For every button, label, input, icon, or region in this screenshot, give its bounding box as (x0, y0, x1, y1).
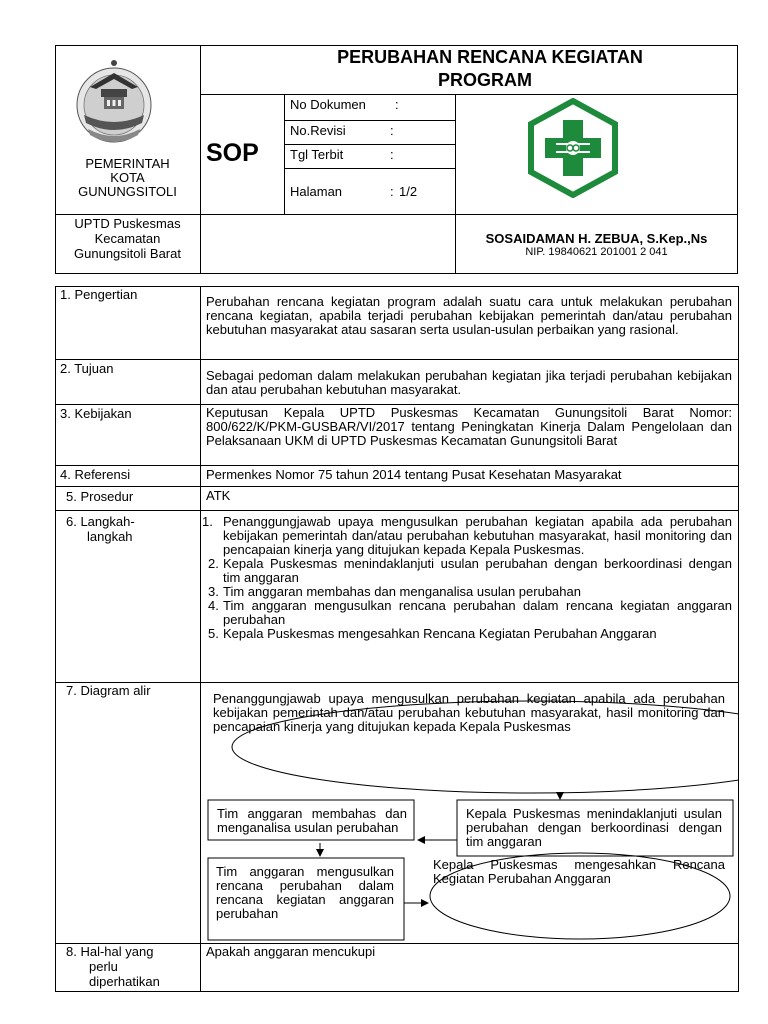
puskesmas-logo (526, 98, 620, 198)
text-kebijakan: Keputusan Kepala UPTD Puskesmas Kecamatan Gunungsitoli Barat Nomor: 800/622/K/PKM-GUSBAR/VI/2017 tentang Peningkatan Kinerja Dalam Pengelolaan dan Pelaksanaan UKM di UPTD Puskesmas Kecamatan Gunungsitoli Barat (206, 405, 732, 448)
sop-label: SOP (206, 139, 259, 167)
text-tujuan: Sebagai pedoman dalam melakukan perubahan kegiatan jika terjadi perubahan kebijakan dan atau perubahan kebutuhan masyarakat. (206, 368, 732, 397)
label-perhatian-2: perlu (89, 959, 118, 974)
header-divider (284, 168, 455, 169)
text-prosedur: ATK (206, 488, 231, 503)
field-sep: : (395, 97, 399, 112)
field-value-halaman: 1/2 (399, 184, 418, 199)
text-perhatian: Apakah anggaran mencukupi (206, 944, 376, 959)
step-number: 5. (208, 626, 219, 641)
list-item (198, 585, 732, 599)
unit-line-2: Kecamatan (94, 231, 161, 246)
label-kebijakan: 3. Kebijakan (60, 406, 132, 421)
step-number: 4. (208, 598, 219, 613)
label-referensi: 4. Referensi (60, 467, 131, 482)
unit-line-1: UPTD Puskesmas (74, 216, 181, 231)
header-divider (200, 94, 738, 95)
flow-node-end: Kepala Puskesmas mengesahkan Rencana Kegiatan Perubahan Anggaran (433, 857, 725, 886)
document-title-line-1: PERUBAHAN RENCANA KEGIATAN (337, 47, 643, 67)
field-sep: : (390, 147, 394, 162)
steps-list (198, 515, 732, 641)
text-referensi: Permenkes Nomor 75 tahun 2014 tentang Pusat Kesehatan Masyarakat (206, 467, 622, 482)
label-diagram: 7. Diagram alir (66, 683, 151, 698)
step-text: Kepala Puskesmas mengesahkan Rencana Kegiatan Perubahan Anggaran (223, 626, 657, 641)
flow-node-analyze: Tim anggaran membahas dan menganalisa usulan perubahan (217, 806, 407, 835)
field-sep: : (390, 123, 394, 138)
text-pengertian: Perubahan rencana kegiatan program adalah suatu cara untuk melakukan perubahan rencana kegiatan, apabila terjadi perubahan kebijakan pemerintah dan/atau perubahan kebutuhan masyarakat atau sasaran serta usulan-usulan perbaikan yang rasional. (206, 294, 732, 337)
org-line-3: GUNUNGSITOLI (78, 184, 177, 199)
field-label-no-dokumen: No Dokumen (290, 97, 366, 112)
city-emblem-logo (74, 55, 154, 152)
step-text: Kepala Puskesmas menindaklanjuti usulan perubahan dengan berkoordinasi dengan tim anggaran (223, 556, 732, 585)
row-divider (55, 486, 739, 487)
signatory-name: SOSAIDAMAN H. ZEBUA, S.Kep.,Ns (485, 231, 708, 246)
step-number: 1. (202, 514, 213, 529)
flow-node-coordinate: Kepala Puskesmas menindaklanjuti usulan perubahan dengan berkoordinasi dengan tim anggaran (466, 806, 722, 849)
field-sep: : (390, 184, 394, 199)
row-divider (55, 943, 739, 944)
label-tujuan: 2. Tujuan (60, 361, 114, 376)
step-text: Tim anggaran membahas dan menganalisa usulan perubahan (223, 584, 581, 599)
org-line-1: PEMERINTAH (85, 156, 170, 171)
step-number: 2. (208, 556, 219, 571)
field-label-tgl-terbit: Tgl Terbit (290, 147, 344, 162)
label-pengertian: 1. Pengertian (60, 287, 138, 302)
step-text: Tim anggaran mengusulkan rencana perubahan dalam rencana kegiatan anggaran perubahan (223, 598, 732, 627)
document-title-line-2: PROGRAM (438, 70, 532, 90)
list-item (198, 557, 732, 585)
header-divider (55, 214, 738, 215)
row-divider (55, 359, 739, 360)
field-label-halaman: Halaman (290, 184, 343, 199)
signatory-nip: NIP. 19840621 201001 2 041 (525, 246, 668, 258)
row-divider (55, 465, 739, 466)
label-prosedur: 5. Prosedur (66, 489, 134, 504)
label-langkah-2: langkah (87, 529, 133, 544)
list-item (198, 599, 732, 627)
label-perhatian-3: diperhatikan (89, 974, 160, 989)
header-divider (284, 94, 285, 214)
flow-node-propose: Tim anggaran mengusulkan rencana perubahan dalam rencana kegiatan anggaran perubahan (216, 864, 394, 921)
header-divider (284, 120, 455, 121)
org-line-2: KOTA (110, 170, 145, 185)
flow-node-start: Penanggungjawab upaya mengusulkan perubahan kegiatan apabila ada perubahan kebijakan pemerintah dan/atau perubahan kebutuhan masyarakat, hasil monitoring dan pencapaian kinerja yang ditujukan kepada Kepala Puskesmas (213, 691, 725, 734)
unit-line-3: Gunungsitoli Barat (74, 246, 181, 261)
row-divider (55, 510, 739, 511)
label-langkah: 6. Langkah- (66, 514, 135, 529)
list-item (198, 627, 732, 641)
label-perhatian-1: 8. Hal-hal yang (66, 944, 154, 959)
step-text: Penanggungjawab upaya mengusulkan perubahan kegiatan apabila ada perubahan kebijakan pemerintah dan/atau perubahan kebutuhan masyarakat, hasil monitoring dan pencapaian kinerja yang ditujukan kepada Kepala Puskesmas. (223, 514, 732, 557)
header-divider (284, 144, 455, 145)
list-item (198, 515, 732, 557)
step-number: 3. (208, 584, 219, 599)
field-label-no-revisi: No.Revisi (290, 123, 346, 138)
